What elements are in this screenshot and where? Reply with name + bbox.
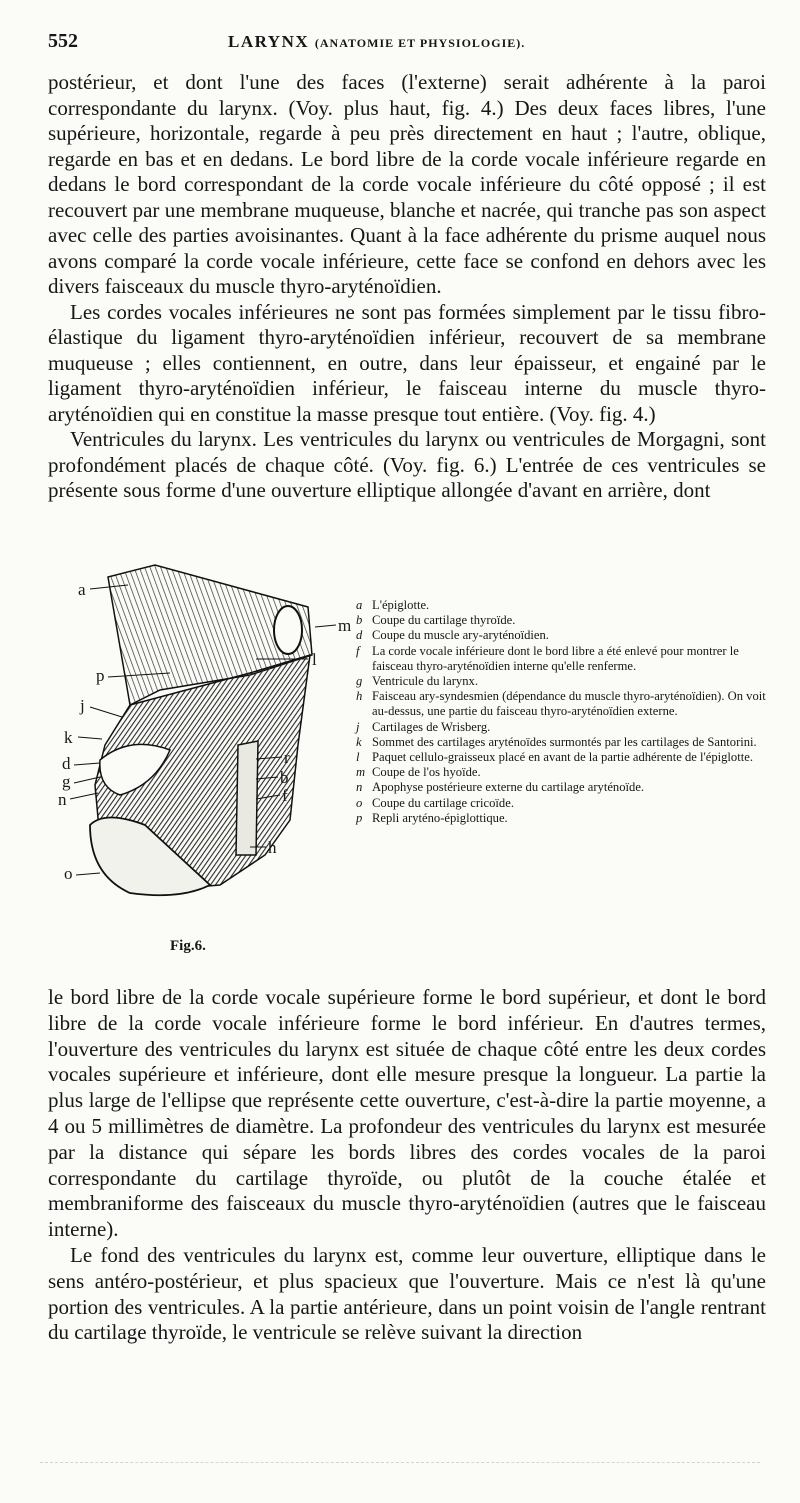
legend-text: Coupe du cartilage thyroïde. [372, 613, 516, 628]
legend-key: p [356, 810, 363, 825]
label-f: f [282, 786, 288, 805]
legend-item [356, 765, 766, 780]
legend-item [356, 644, 766, 674]
label-o: o [64, 864, 73, 883]
legend-item [356, 628, 766, 643]
label-b: b [280, 768, 289, 787]
paragraph-vocal-cords: Les cordes vocales inférieures ne sont pas formées simplement par le tissu fibro-élastique du ligament thyro-aryténoïdien inférieur, recouvert de sa membrane muqueuse ; elles contiennent, en outre, dans leur épaisseur, et engainé par le ligament thyro-aryténoïdien inférieur, le faisceau interne du muscle thyro-aryténoïdien qui en constitue la masse presque tout entière. (Voy. fig. 4.) [48, 299, 766, 426]
running-title-sub: (ANATOMIE ET PHYSIOLOGIE). [314, 36, 526, 50]
legend-text: Coupe de l'os hyoïde. [372, 765, 481, 780]
label-m: m [338, 616, 352, 635]
legend-text: Repli aryténo-épiglottique. [372, 810, 508, 825]
paragraph-ventricle-edges: le bord libre de la corde vocale supérieure forme le bord supérieur, et dont le bord libre de la corde vocale inférieure forme le bord inférieur. En d'autres termes, l'ouverture des ventricules du larynx est située de chaque côté entre les deux cordes vocales supérieure et inférieure, dont elle mesure presque la longueur. La partie la plus large de l'ellipse que représente cette ouverture, c'est-à-dire la partie moyenne, a 4 ou 5 millimètres de diamètre. La profondeur des ventricules du larynx est mesurée par la distance qui sépare les bords libres des cordes vocales de la paroi correspondante du cartilage thyroïde, ou plutôt de la couche étalée et membraniforme des faisceaux du muscle thyro-aryténoïdien (autres que le faisceau interne). [48, 985, 766, 1242]
legend-item [356, 674, 766, 689]
legend-text: Ventricule du larynx. [372, 674, 478, 689]
running-title-main: LARYNX [228, 32, 310, 51]
legend-text: Coupe du muscle ary-aryténoïdien. [372, 628, 549, 643]
figure-caption: Fig.6. [170, 938, 206, 954]
legend-key: o [356, 795, 363, 810]
legend-text: Cartilages de Wrisberg. [372, 719, 491, 734]
text-block-top [48, 70, 766, 504]
legend-key: n [356, 780, 363, 795]
legend-item [356, 720, 766, 735]
legend-item [356, 811, 766, 826]
label-d: d [62, 754, 71, 773]
legend-key: b [356, 613, 363, 628]
legend-key: m [356, 765, 366, 780]
figure-6 [60, 555, 360, 965]
legend-text: L'épiglotte. [372, 598, 430, 612]
legend-item [356, 613, 766, 628]
bottom-margin-marks [40, 1462, 760, 1465]
legend-key: j [356, 719, 360, 734]
label-g: g [62, 772, 71, 791]
legend-key: f [356, 643, 360, 658]
label-k: k [64, 728, 73, 747]
legend-key: d [356, 628, 363, 643]
legend-text: Sommet des cartilages aryténoïdes surmontés par les cartilages de Santorini. [372, 734, 757, 749]
paragraph-ventricles: Ventricules du larynx. Les ventricules du larynx ou ventricules de Morgagni, sont profondément placés de chaque côté. (Voy. fig. 6.) L'entrée de ces ventricules se présente sous forme d'une ouverture elliptique allongée d'avant en arrière, dont [48, 427, 766, 502]
legend-key: l [356, 750, 360, 765]
legend-text: Paquet cellulo-graisseux placé en avant de la partie adhérente de l'épiglotte. [372, 750, 753, 765]
text-block-bottom [48, 985, 766, 1346]
thyroid-cartilage-shape [236, 741, 258, 855]
legend-text: La corde vocale inférieure dont le bord libre a été enlevé pour montrer le faisceau thyro-aryténoïdien interne qu'elle renferme. [372, 643, 739, 673]
legend-item [356, 796, 766, 811]
label-l: l [312, 650, 317, 669]
legend-key: a [356, 598, 363, 612]
hyoid-cut-shape [274, 606, 302, 654]
legend-item [356, 735, 766, 750]
label-h: h [268, 838, 277, 857]
legend-key: k [356, 734, 362, 749]
legend-item [356, 689, 766, 719]
legend-text: Apophyse postérieure externe du cartilage aryténoïde. [372, 780, 645, 795]
label-p: p [96, 666, 105, 685]
page-number: 552 [48, 30, 78, 52]
larynx-illustration [60, 555, 360, 935]
legend-text: Coupe du cartilage cricoïde. [372, 795, 514, 810]
paragraph-continuation: postérieur, et dont l'une des faces (l'externe) serait adhérente à la paroi correspondante du larynx. (Voy. plus haut, fig. 4.) Des deux faces libres, l'une supérieure, horizontale, regarde à peu près directement en haut ; l'autre, oblique, regarde en bas et en dedans. Le bord libre de la corde vocale inférieure regarde en dedans le bord correspondant de la corde vocale inférieure du côté opposé ; il est recouvert par une membrane muqueuse, blanche et nacrée, qui tranche pas son aspect avec celle des parties avoisinantes. Quant à la face adhérente du prisme auquel nous avons comparé la corde vocale inférieure, cette face se confond en dehors avec les divers faisceaux du muscle thyro-aryténoïdien. [48, 70, 766, 298]
figure-legend [356, 598, 766, 826]
label-j: j [80, 696, 85, 715]
running-header [48, 30, 768, 60]
label-a: a [78, 580, 86, 599]
legend-key: h [356, 689, 363, 704]
label-n: n [58, 790, 67, 809]
legend-text: Faisceau ary-syndesmien (dépendance du muscle thyro-aryténoïdien). On voit au-dessus, une partie du faisceau thyro-aryténoïdien externe. [372, 689, 766, 719]
legend-item [356, 598, 766, 613]
paragraph-ventricle-depth: Le fond des ventricules du larynx est, comme leur ouverture, elliptique dans le sens antéro-postérieur, et plus spacieux que l'ouverture. Mais ce n'est là qu'une portion des ventricules. A la partie antérieure, dans un point voisin de l'angle rentrant du cartilage thyroïde, le ventricule se relève suivant la direction [48, 1242, 766, 1345]
legend-item [356, 750, 766, 765]
legend-key: g [356, 674, 363, 689]
label-r: r [284, 748, 290, 767]
legend-item [356, 780, 766, 795]
running-title [228, 32, 525, 52]
